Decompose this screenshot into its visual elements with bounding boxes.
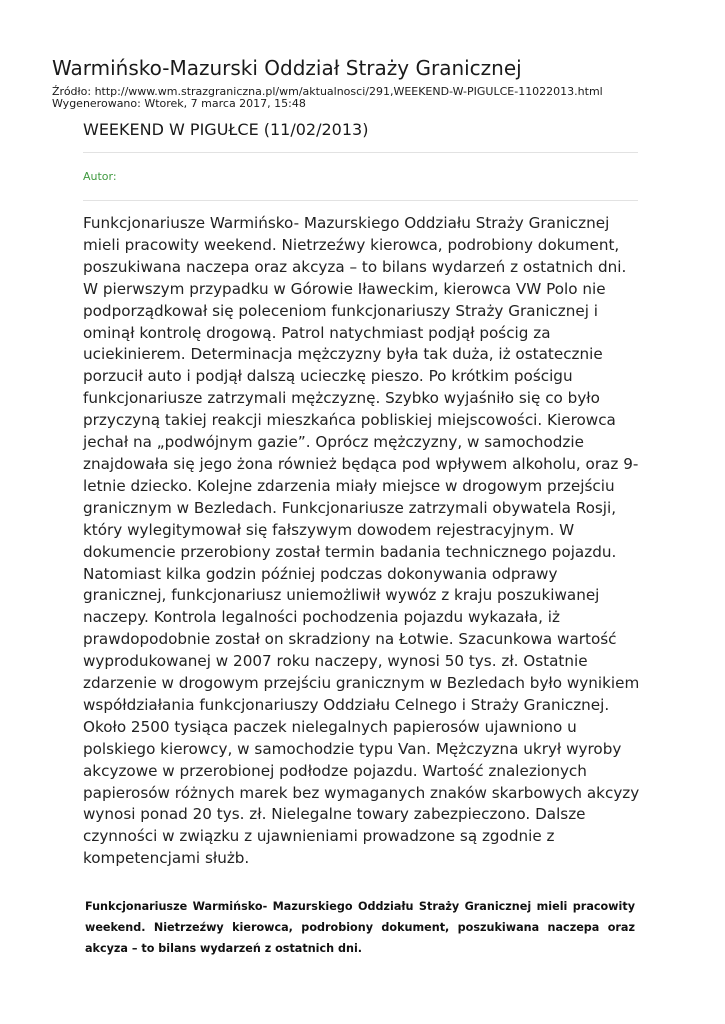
article-lead: Funkcjonariusze Warmińsko- Mazurskiego Oddziału Straży Granicznej mieli pracowity weekend. Nietrzeźwy kierowca, podrobiony dokument, poszukiwana naczepa oraz akcyza – to bilans wydarzeń z ostatnich dni. (85, 900, 635, 955)
divider (83, 200, 638, 201)
article-body: Funkcjonariusze Warmińsko- Mazurskiego Oddziału Straży Granicznej mieli pracowity weekend. Nietrzeźwy kierowca, podrobiony dokument, poszukiwana naczepa oraz akcyza – to bilans wydarzeń z ostatnich dni. W pierwszym przypadku w Górowie Iławeckim, kierowca VW Polo nie podporządkował się poleceniom funkcjonariuszy Straży Granicznej i ominął kontrolę drogową. Patrol natychmiast podjął pościg za uciekinierem. Determinacja mężczyzny była tak duża, iż ostatecznie porzucił auto i podjął dalszą ucieczkę pieszo. Po krótkim pościgu funkcjonariusze zatrzymali mężczyznę. Szybko wyjaśniło się co było przyczyną takiej reakcji mieszkańca pobliskiej miejscowości. Kierowca jechał na „podwójnym gazie”. Oprócz mężczyzny, w samochodzie znajdowała się jego żona również będąca pod wpływem alkoholu, oraz 9-letnie dziecko. Kolejne zdarzenia miały miejsce w drogowym przejściu granicznym w Bezledach. Funkcjonariusze zatrzymali obywatela Rosji, który wylegitymował się fałszywym dowodem rejestracyjnym. W dokumencie przerobiony został termin badania technicznego pojazdu. Natomiast kilka godzin później podczas dokonywania odprawy granicznej, funkcjonariusz uniemożliwił wywóz z kraju poszukiwanej naczepy. Kontrola legalności pochodzenia pojazdu wykazała, iż prawdopodobnie został on skradziony na Łotwie. Szacunkowa wartość wyprodukowanej w 2007 roku naczepy, wynosi 50 tys. zł. Ostatnie zdarzenie w drogowym przejściu granicznym w Bezledach było wynikiem współdziałania funkcjonariuszy Oddziału Celnego i Straży Granicznej. Około 2500 tysiąca paczek nielegalnych papierosów ujawniono u polskiego kierowcy, w samochodzie typu Van. Mężczyzna ukrył wyroby akcyzowe w przerobionej podłodze pojazdu. Wartość znalezionych papierosów różnych marek bez wymaganych znaków skarbowych akcyzy wynosi ponad 20 tys. zł. Nielegalne towary zabezpieczono. Dalsze czynności w związku z ujawnieniami prowadzone są zgodnie z kompetencjami służb. (83, 214, 640, 868)
article-title: WEEKEND W PIGUŁCE (11/02/2013) (83, 120, 369, 139)
site-title: Warmińsko-Mazurski Oddział Straży Granicznej (52, 56, 522, 80)
divider (83, 152, 638, 153)
author-label: Autor: (83, 170, 117, 183)
generated-line: Wygenerowano: Wtorek, 7 marca 2017, 15:48 (52, 97, 306, 110)
document-meta (52, 86, 603, 110)
source-line: Źródło: http://www.wm.strazgraniczna.pl/wm/aktualnosci/291,WEEKEND-W-PIGULCE-11022013.html (52, 85, 603, 98)
